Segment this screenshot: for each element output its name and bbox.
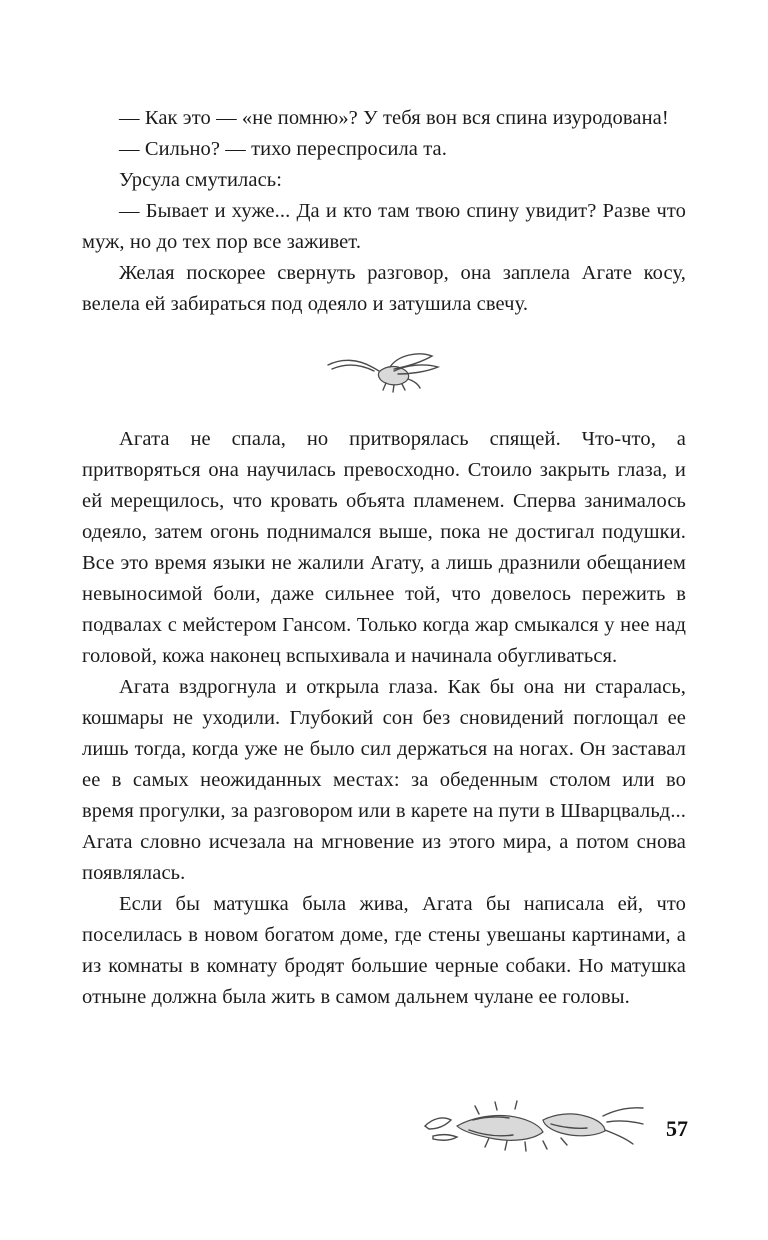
page-footer (419, 1096, 688, 1154)
section-divider-ornament (82, 348, 686, 400)
paragraph-narration-1: Урсула смутилась: (119, 169, 283, 191)
paragraph-narration-4: Агата вздрогнула и открыла глаза. Как бы она ни старалась, кошмары не уходили. Глубокий сон без сновидений поглощал ее лишь тогда, когда уже не было сил держаться на ногах. Он заставал ее в самых неожиданных местах: за обеденным столом или во время прогулки, за разговором или в карете на пути в Шварцвальд... Агата словно исчезала на мгновение из этого мира, а потом снова появлялась. (82, 676, 686, 884)
paragraph-dialogue-1: — Как это — «не помню»? У тебя вон вся спина изуродована! (119, 107, 669, 129)
text-block (82, 103, 686, 1013)
paragraph-narration-2: Желая поскорее свернуть разговор, она заплела Агате косу, велела ей забираться под одеяло и затушила свечу. (82, 262, 686, 315)
paragraph-dialogue-2: — Сильно? — тихо переспросила та. (119, 138, 447, 160)
dragonfly-sketch-icon (324, 349, 444, 399)
page-number: 57 (666, 1116, 688, 1141)
paragraph-dialogue-3: — Бывает и хуже... Да и кто там твою спину увидит? Разве что муж, но до тех пор все заживет. (82, 200, 686, 253)
crayfish-sketch-icon (419, 1096, 654, 1154)
paragraph-narration-3: Агата не спала, но притворялась спящей. Что-что, а притворяться она научилась превосходно. Стоило закрыть глаза, и ей мерещилось, что кровать объята пламенем. Сперва занималось одеяло, затем огонь поднимался выше, пока не достигал подушки. Все это время языки не жалили Агату, а лишь дразнили обещанием невыносимой боли, даже сильнее той, что довелось пережить в подвалах с мейстером Гансом. Только когда жар смыкался у нее над головой, кожа наконец вспыхивала и начинала обугливаться. (82, 428, 686, 667)
paragraph-narration-5: Если бы матушка была жива, Агата бы написала ей, что поселилась в новом богатом доме, где стены увешаны картинами, а из комнаты в комнату бродят большие черные собаки. Но матушка отныне должна была жить в самом дальнем чулане ее головы. (82, 893, 686, 1008)
